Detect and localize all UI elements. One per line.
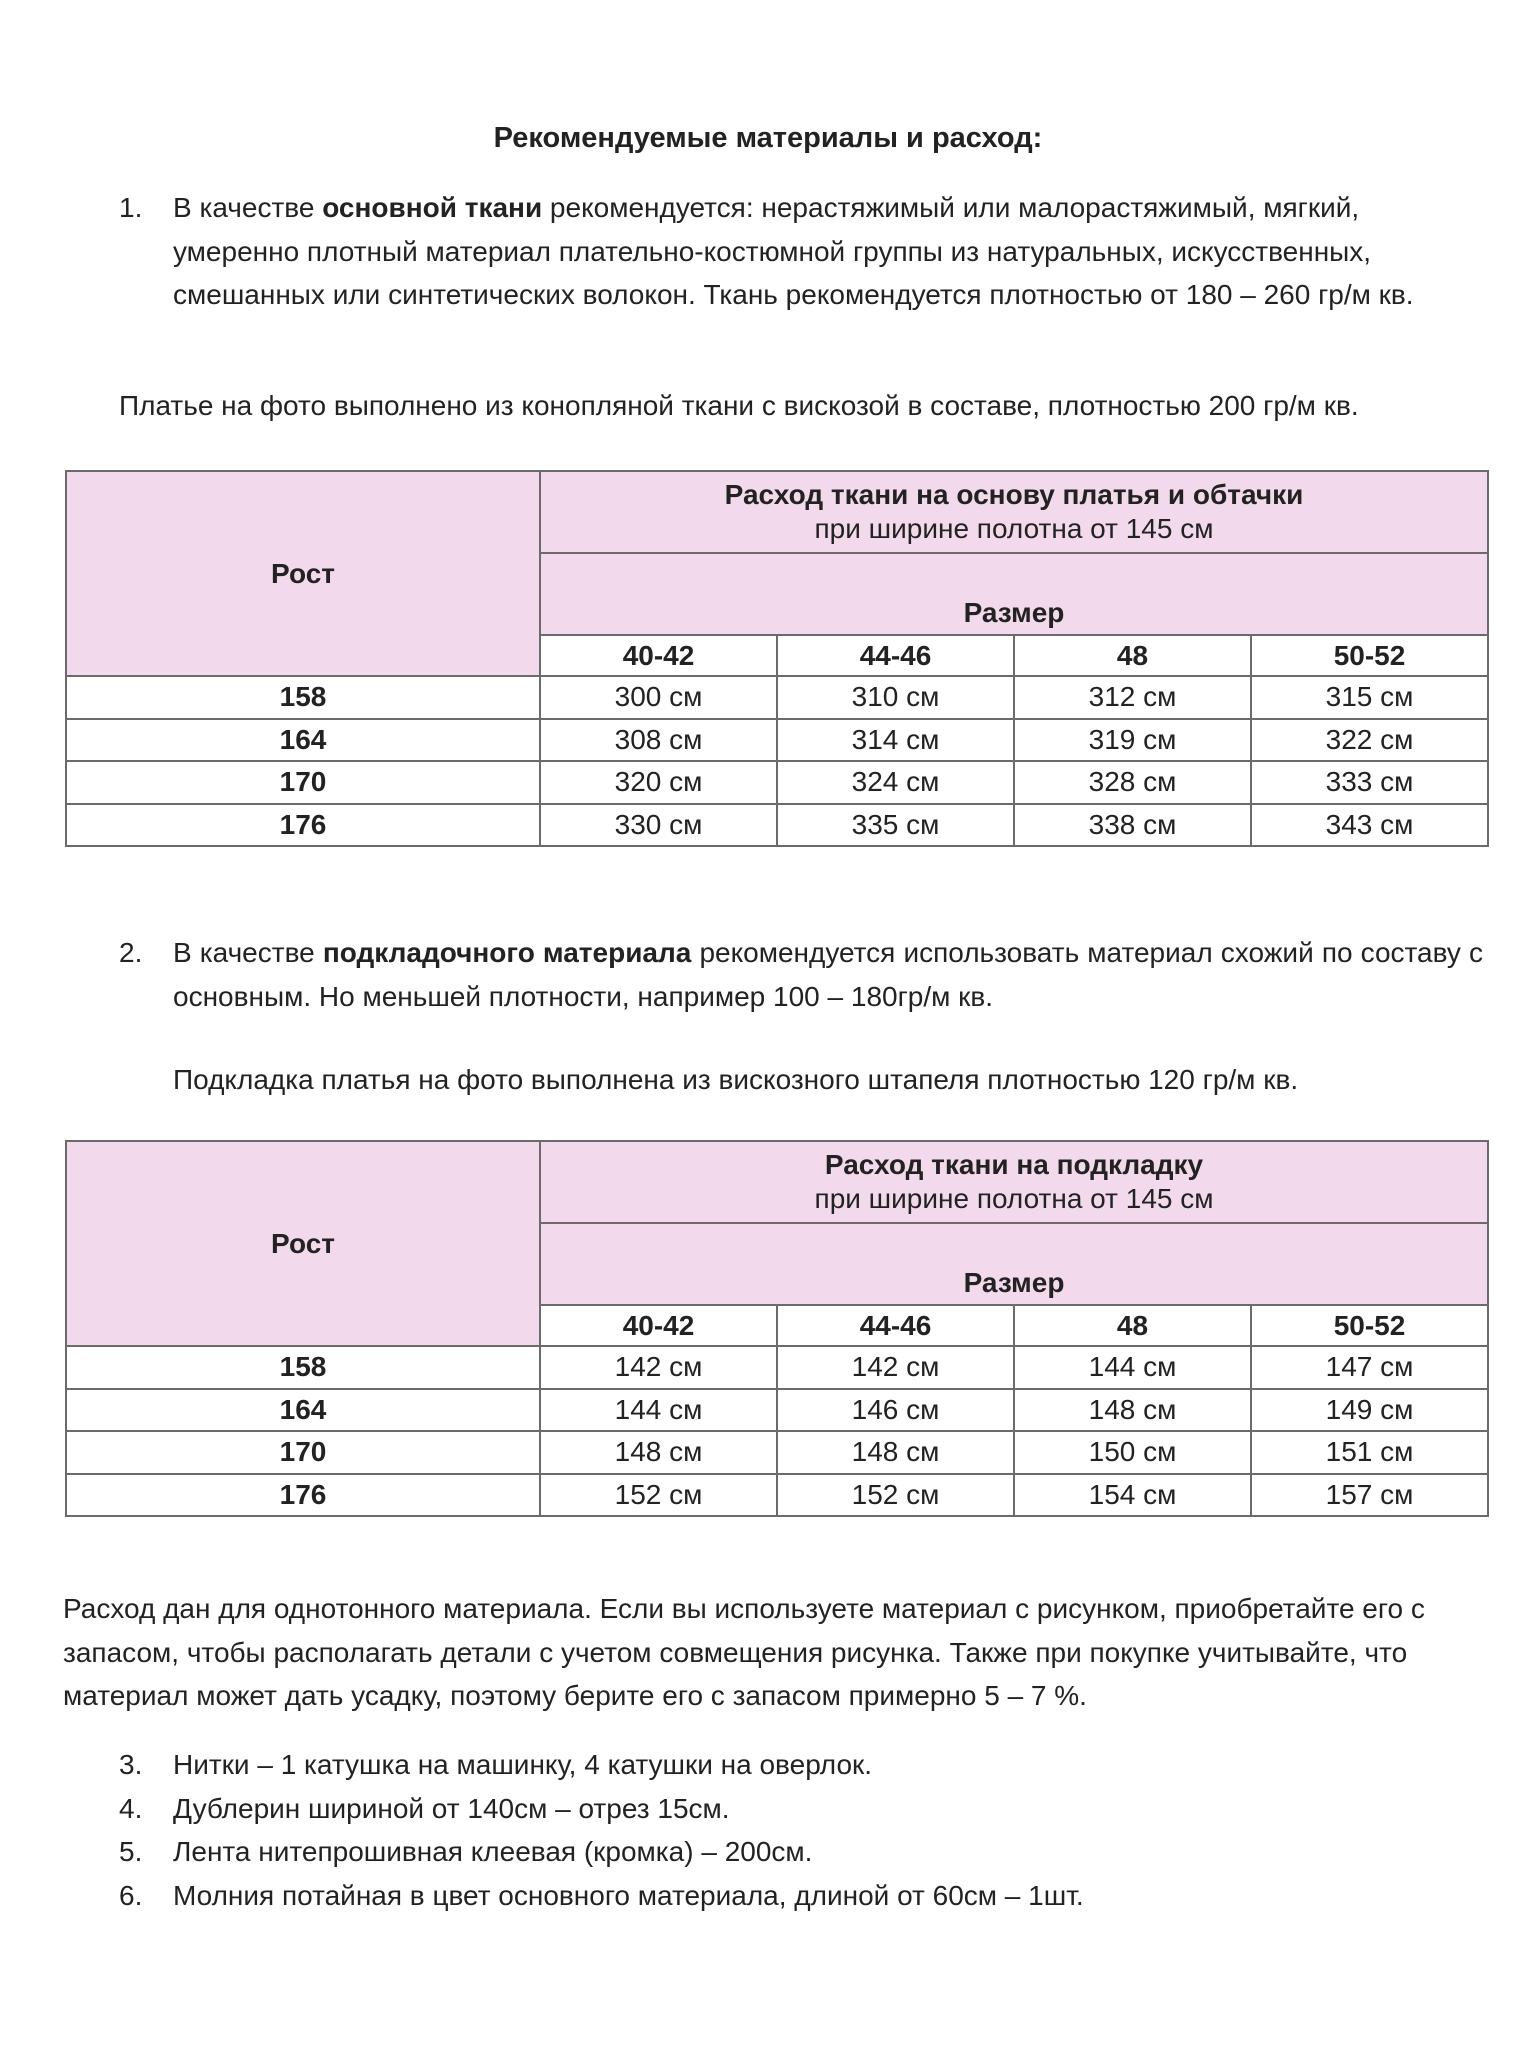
height-cell: 158 [66,676,540,719]
paragraph-text: рекомендуется использовать материал схожий по составу с основным. Но меньшей плотности, например 100 – 180гр/м кв. [173,937,1483,1012]
value-cell: 308 см [540,719,777,762]
value-cell: 333 см [1251,761,1488,804]
value-cell: 147 см [1251,1346,1488,1389]
height-cell: 176 [66,1474,540,1517]
height-cell: 170 [66,761,540,804]
paragraph-text: В качестве [173,192,323,223]
value-cell: 149 см [1251,1389,1488,1432]
main-fabric-photo-note: Платье на фото выполнено из конопляной ткани с вискозой в составе, плотностью 200 гр/м кв. [119,390,1359,421]
consumption-header [540,1141,1488,1223]
value-cell: 324 см [777,761,1014,804]
value-cell: 148 см [777,1431,1014,1474]
consumption-subtitle: при ширине полотна от 145 см [814,1183,1214,1214]
value-cell: 312 см [1014,676,1251,719]
value-cell: 148 см [540,1431,777,1474]
list-item-text: Дублерин шириной от 140см – отрез 15см. [173,1792,730,1824]
value-cell: 152 см [777,1474,1014,1517]
table-row [66,1346,1488,1389]
value-cell: 152 см [540,1474,777,1517]
list-number: 3. [119,1749,143,1780]
value-cell: 338 см [1014,804,1251,847]
table-row [66,761,1488,804]
table-row [66,676,1488,719]
value-cell: 151 см [1251,1431,1488,1474]
main-fabric-paragraph [173,186,1483,317]
table-row [66,804,1488,847]
consumption-header [540,471,1488,553]
value-cell: 144 см [1014,1346,1251,1389]
main-fabric-consumption-table [65,470,1489,847]
size-header: 44-46 [777,635,1014,676]
list-item [119,1787,1499,1831]
consumption-title: Расход ткани на основу платья и обтачки [724,479,1304,511]
consumption-title: Расход ткани на подкладку [824,1149,1204,1181]
table-row [66,719,1488,762]
size-label: Размер [540,1223,1488,1305]
size-header: 48 [1014,635,1251,676]
value-cell: 146 см [777,1389,1014,1432]
value-cell: 314 см [777,719,1014,762]
materials-list [119,1743,1499,1917]
list-item [119,1830,1499,1874]
value-cell: 335 см [777,804,1014,847]
value-cell: 328 см [1014,761,1251,804]
table-row [66,1431,1488,1474]
list-item [119,1743,1499,1787]
height-cell: 158 [66,1346,540,1389]
list-item [119,1874,1499,1918]
list-number: 4. [119,1792,143,1824]
paragraph-text: рекомендуется: нерастяжимый или малорастяжимый, мягкий, умеренно плотный материал плательно-костюмной группы из натуральных, искусственных, смешанных или синтетических волокон. Ткань рекомендуется плотностью от 180 – 260 гр/м кв. [173,192,1414,310]
height-column-header: Рост [66,1141,540,1346]
lining-photo-note: Подкладка платья на фото выполнена из вискозного штапеля плотностью 120 гр/м кв. [173,1064,1299,1095]
list-number: 6. [119,1879,143,1911]
value-cell: 148 см [1014,1389,1251,1432]
consumption-note: Расход дан для однотонного материала. Если вы используете материал с рисунком, приобретайте его с запасом, чтобы располагать детали с учетом совмещения рисунка. Также при покупке учитывайте, что материал может дать усадку, поэтому берите его с запасом примерно 5 – 7 %. [63,1593,1425,1711]
size-header: 50-52 [1251,1305,1488,1346]
size-header: 44-46 [777,1305,1014,1346]
consumption-subtitle: при ширине полотна от 145 см [814,513,1214,544]
lining-bold: подкладочного материала [322,937,692,968]
value-cell: 320 см [540,761,777,804]
main-fabric-bold: основной ткани [322,192,543,223]
lining-consumption-table [65,1140,1489,1517]
size-header: 50-52 [1251,635,1488,676]
height-column-header: Рост [66,471,540,676]
paragraph-text: В качестве [173,937,323,968]
height-cell: 176 [66,804,540,847]
value-cell: 142 см [777,1346,1014,1389]
list-item-text: Лента нитепрошивная клеевая (кромка) – 200см. [173,1836,813,1867]
height-cell: 164 [66,1389,540,1432]
list-number: 2. [119,937,143,968]
value-cell: 154 см [1014,1474,1251,1517]
table-row [66,1474,1488,1517]
size-header: 48 [1014,1305,1251,1346]
list-item-text: Молния потайная в цвет основного материала, длиной от 60см – 1шт. [173,1879,1084,1911]
value-cell: 142 см [540,1346,777,1389]
document-title: Рекомендуемые материалы и расход: [493,122,1043,154]
table-row [66,1389,1488,1432]
height-cell: 164 [66,719,540,762]
value-cell: 310 см [777,676,1014,719]
list-number: 5. [119,1836,143,1867]
lining-paragraph [173,931,1483,1018]
value-cell: 315 см [1251,676,1488,719]
size-header: 40-42 [540,635,777,676]
value-cell: 343 см [1251,804,1488,847]
list-item-text: Нитки – 1 катушка на машинку, 4 катушки на оверлок. [173,1749,873,1780]
value-cell: 144 см [540,1389,777,1432]
height-cell: 170 [66,1431,540,1474]
value-cell: 322 см [1251,719,1488,762]
value-cell: 157 см [1251,1474,1488,1517]
value-cell: 330 см [540,804,777,847]
list-number: 1. [119,192,143,223]
value-cell: 319 см [1014,719,1251,762]
size-header: 40-42 [540,1305,777,1346]
value-cell: 300 см [540,676,777,719]
size-label: Размер [540,553,1488,635]
value-cell: 150 см [1014,1431,1251,1474]
